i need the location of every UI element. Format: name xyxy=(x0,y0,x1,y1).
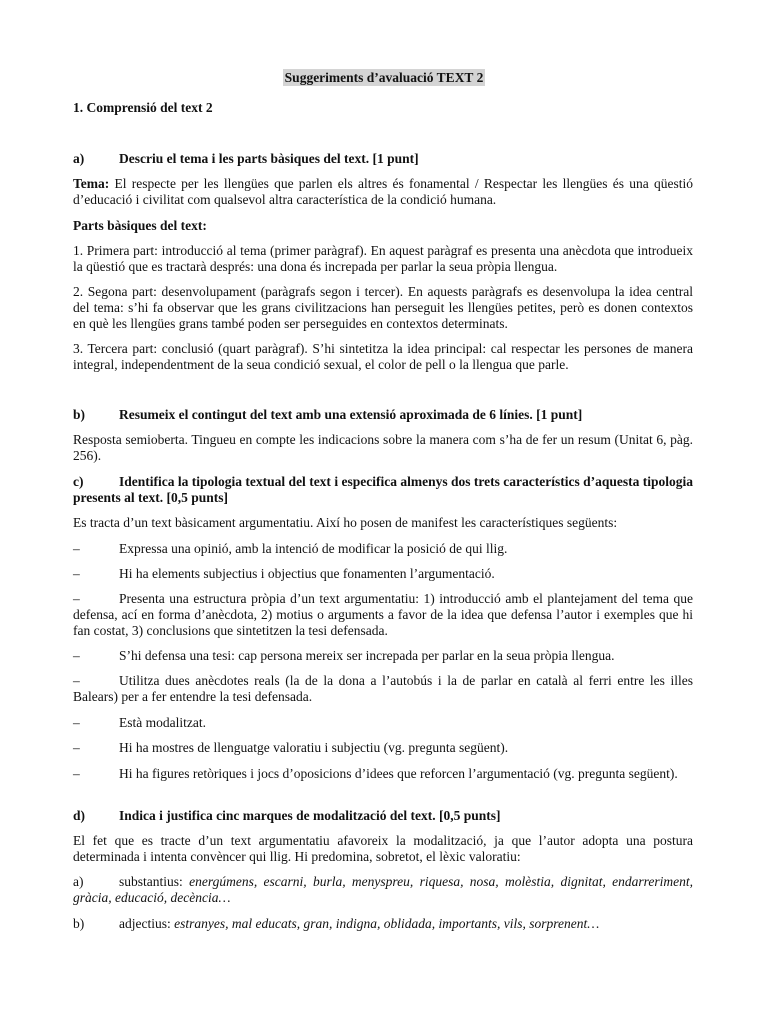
dash-marker: – xyxy=(73,566,80,581)
dash-marker: – xyxy=(73,715,80,730)
dash-marker: – xyxy=(73,591,80,606)
part-1: 1. Primera part: introducció al tema (primer paràgraf). En aquest paràgraf es presenta una anècdota que introdueix la qüestió que es tractarà després: una dona és increpada per parlar la seua pròpia llengua. xyxy=(73,243,693,274)
list-item: – Està modalitzat. xyxy=(73,715,206,730)
question-a xyxy=(73,151,693,167)
document-title: Suggeriments d’avaluació TEXT 2 xyxy=(284,70,484,85)
list-item: – Hi ha figures retòriques i jocs d’oposicions d’idees que reforcen l’argumentació (vg. pregunta següent). xyxy=(73,766,678,781)
item-b-words: estranyes, mal educats, gran, indigna, oblidada, importants, vils, sorprenent… xyxy=(174,916,600,931)
list-item: – Hi ha elements subjectius i objectius que fonamenten l’argumentació. xyxy=(73,566,495,581)
part-2: 2. Segona part: desenvolupament (paràgrafs segon i tercer). En aquests paràgrafs es desenvolupa la idea central del tema: s’hi fa observar que les grans civilitzacions han perseguit les llengües petites, però es donen contextos en què les llengües grans també poden ser perseguides en contextos determinats. xyxy=(73,284,693,331)
list-item: – S’hi defensa una tesi: cap persona mereix ser increpada per parlar en la seua pròpia llengua. xyxy=(73,648,615,663)
question-a-label: a) xyxy=(73,151,85,166)
list-item: – Presenta una estructura pròpia d’un text argumentatiu: 1) introducció amb el plantejament del tema que defensa, ací en forma d’anècdota, 2) motius o arguments a favor de la idea que defensa l’autor i exemples que hi fan costat, 3) conclusions que sintetitzen la tesi defensada. xyxy=(73,591,693,638)
list-item xyxy=(73,916,693,932)
question-b-label: b) xyxy=(73,407,86,422)
list-item: – Expressa una opinió, amb la intenció de modificar la posició de qui llig. xyxy=(73,541,508,556)
question-b-answer: Resposta semioberta. Tingueu en compte les indicacions sobre la manera com s’ha de fer un resum (Unitat 6, pàg. 256). xyxy=(73,432,693,463)
dash-marker: – xyxy=(73,766,80,781)
question-b-text: Resumeix el contingut del text amb una extensió aproximada de 6 línies. [1 punt] xyxy=(119,407,583,422)
dash-marker: – xyxy=(73,740,80,755)
dash-marker: – xyxy=(73,648,80,663)
part-3: 3. Tercera part: conclusió (quart paràgraf). S’hi sintetitza la idea principal: cal respectar les persones de manera integral, independentment de la seua condició sexual, el color de pell o la llengua que parle. xyxy=(73,341,693,372)
tema-paragraph xyxy=(73,176,693,208)
list-item: – Hi ha mostres de llenguatge valoratiu i subjectiu (vg. pregunta següent). xyxy=(73,740,509,755)
list-item xyxy=(73,874,693,906)
dash-marker: – xyxy=(73,541,80,556)
document-title-wrap xyxy=(0,69,768,87)
item-a-label: a) xyxy=(73,874,84,889)
tema-text: El respecte per les llengües que parlen els altres és fonamental / Respectar les llengües és una qüestió d’educació i civilitat com qualsevol altra característica de la condició humana. xyxy=(73,176,693,207)
dash-marker: – xyxy=(73,673,80,688)
list-item: – Utilitza dues anècdotes reals (la de la dona a l’autobús i la de parlar en català al ferri entre les illes Balears) per a fer entendre la tesi defensada. xyxy=(73,673,693,704)
section-heading: 1. Comprensió del text 2 xyxy=(73,100,213,115)
item-b-label: b) xyxy=(73,916,85,931)
question-d xyxy=(73,808,693,824)
tema-label: Tema: xyxy=(73,176,110,191)
question-c-label: c) xyxy=(73,474,84,489)
question-d-intro: El fet que es tracte d’un text argumentatiu afavoreix la modalització, ja que l’autor adopta una postura determinada i intenta convèncer qui llig. Hi predomina, sobretot, el lèxic valoratiu: xyxy=(73,833,693,864)
question-d-label: d) xyxy=(73,808,86,823)
question-c-intro: Es tracta d’un text bàsicament argumentatiu. Així ho posen de manifest les característiques següents: xyxy=(73,515,618,530)
parts-title: Parts bàsiques del text: xyxy=(73,218,207,233)
question-d-text: Indica i justifica cinc marques de modalització del text. [0,5 punts] xyxy=(119,808,501,823)
question-b xyxy=(73,407,693,423)
item-a-lead: substantius: xyxy=(119,874,190,889)
item-a-words: energúmens, escarni, burla, menyspreu, riquesa, nosa, molèstia, dignitat, endarreriment, gràcia, educació, decència… xyxy=(73,874,694,905)
question-c xyxy=(73,474,693,506)
question-a-text: Descriu el tema i les parts bàsiques del text. [1 punt] xyxy=(119,151,419,166)
question-c-text: Identifica la tipologia textual del text i especifica almenys dos trets característics d’aquesta tipologia presents al text. [0,5 punts] xyxy=(73,474,693,505)
item-b-lead: adjectius: xyxy=(119,916,175,931)
